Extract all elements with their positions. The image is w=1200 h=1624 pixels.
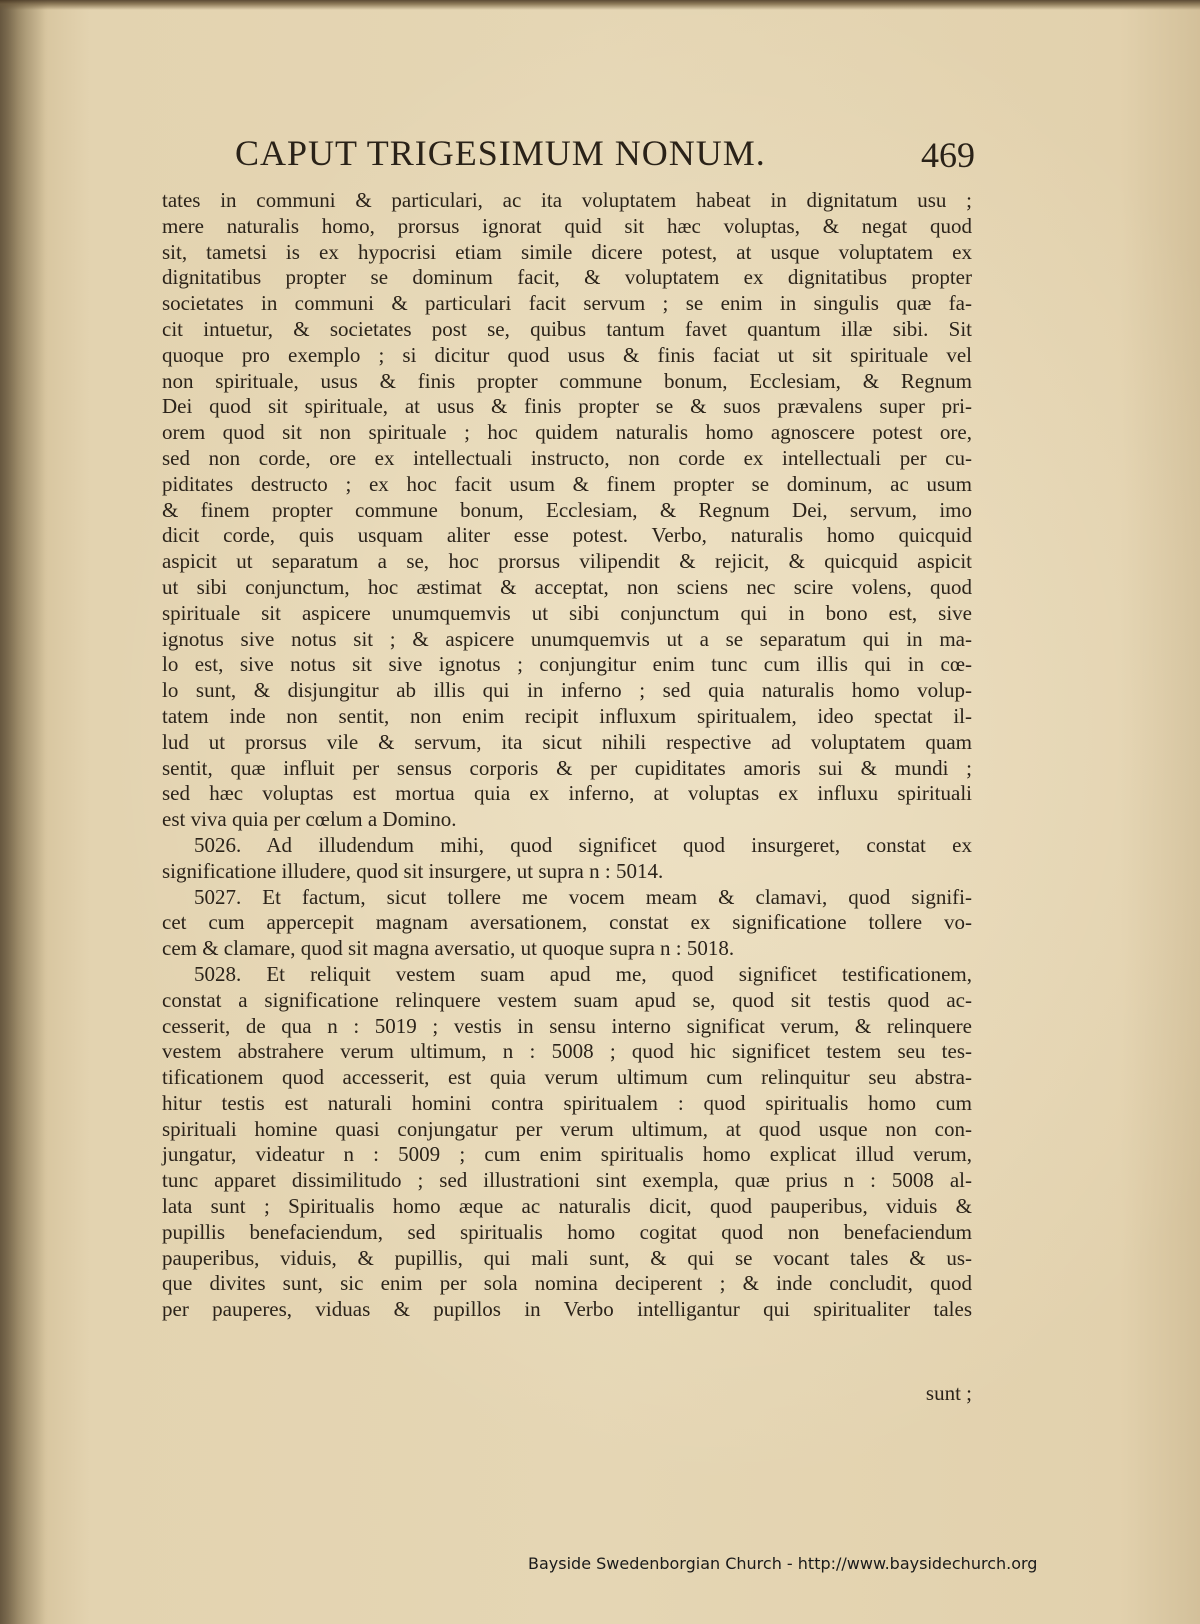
text-line: lata sunt ; Spiritualis homo æque ac naturalis dicit, quod pauperibus, viduis & xyxy=(162,1194,972,1219)
text-line: tatem inde non sentit, non enim recipit influxum spiritualem, ideo spectat il- xyxy=(162,703,972,728)
text-line: tates in communi & particulari, ac ita voluptatem habeat in dignitatum usu ; xyxy=(162,188,972,212)
text-line: sentit, quæ influit per sensus corporis & per cupiditates amoris sui & mundi ; xyxy=(162,755,972,780)
paragraph-5028-start: 5028. Et reliquit vestem suam apud me, quod significet testificationem, xyxy=(194,961,972,986)
text-line: vestem abstrahere verum ultimum, n : 5008 ; quod hic significet testem seu tes- xyxy=(162,1039,972,1064)
text-line: hitur testis est naturali homini contra spiritualem : quod spiritualis homo cum xyxy=(162,1090,972,1115)
catchword: sunt ; xyxy=(925,1381,972,1405)
text-line: aspicit ut separatum a se, hoc prorsus vilipendit & rejicit, & quicquid aspicit xyxy=(162,549,972,574)
body-text xyxy=(162,188,972,1323)
text-line: sed hæc voluptas est mortua quia ex inferno, at voluptas ex influxu spirituali xyxy=(162,781,972,806)
page-top-edge xyxy=(0,0,1200,10)
text-line: lud ut prorsus vile & servum, ita sicut nihili respective ad voluptatem quam xyxy=(162,729,972,754)
paragraph-5027-start: 5027. Et factum, sicut tollere me vocem meam & clamavi, quod signifi- xyxy=(194,884,972,909)
text-line: dicit corde, quis usquam aliter esse potest. Verbo, naturalis homo quicquid xyxy=(162,523,972,548)
text-line: spirituale sit aspicere unumquemvis ut sibi conjunctum qui in bono est, sive xyxy=(162,600,972,625)
text-line: jungatur, videatur n : 5009 ; cum enim spiritualis homo explicat illud verum, xyxy=(162,1142,972,1167)
text-line: quoque pro exemplo ; si dicitur quod usus & finis faciat ut sit spirituale vel xyxy=(162,342,972,367)
text-line: societates in communi & particulari facit servum ; se enim in singulis quæ fa- xyxy=(162,291,972,316)
text-line: cem & clamare, quod sit magna aversatio, ut quoque supra n : 5018. xyxy=(162,936,735,961)
text-line: piditates destructo ; ex hoc facit usum & finem propter se dominum, ac usum xyxy=(162,471,972,496)
text-line: mere naturalis homo, prorsus ignorat quid sit hæc voluptas, & negat quod xyxy=(162,213,972,238)
running-title: CAPUT TRIGESIMUM NONUM. xyxy=(235,133,766,173)
paragraph-5026-start: 5026. Ad illudendum mihi, quod significet quod insurgeret, constat ex xyxy=(194,832,972,857)
text-line: dignitatibus propter se dominum facit, & voluptatem ex dignitatibus propter xyxy=(162,265,972,290)
running-head xyxy=(235,132,975,182)
text-line: pupillis benefaciendum, sed spiritualis homo cogitat quod non benefaciendum xyxy=(162,1219,972,1244)
text-line: lo sunt, & disjungitur ab illis qui in inferno ; sed quia naturalis homo volup- xyxy=(162,678,972,703)
source-watermark: Bayside Swedenborgian Church - http://www.baysidechurch.org xyxy=(528,1554,1038,1573)
text-line: ut sibi conjunctum, hoc æstimat & acceptat, non sciens nec scire volens, quod xyxy=(162,574,972,599)
text-line: significatione illudere, quod sit insurgere, ut supra n : 5014. xyxy=(162,858,664,883)
text-line: que divites sunt, sic enim per sola nomina deciperent ; & inde concludit, quod xyxy=(162,1271,972,1296)
text-line: & finem propter commune bonum, Ecclesiam, & Regnum Dei, servum, imo xyxy=(162,497,972,522)
text-line: orem quod sit non spirituale ; hoc quidem naturalis homo agnoscere potest ore, xyxy=(162,420,972,445)
text-line: cesserit, de qua n : 5019 ; vestis in sensu interno significat verum, & relinquere xyxy=(162,1013,972,1038)
text-line: tunc apparet dissimilitudo ; sed illustrationi sint exempla, quæ prius n : 5008 al- xyxy=(162,1168,972,1193)
text-line: est viva quia per cœlum a Domino. xyxy=(162,807,457,832)
text-line: cet cum appercepit magnam aversationem, constat ex significatione tollere vo- xyxy=(162,910,972,935)
text-line: per pauperes, viduas & pupillos in Verbo intelligantur qui spiritualiter tales xyxy=(162,1297,972,1322)
text-line: sit, tametsi is ex hypocrisi etiam simile dicere potest, at usque voluptatem ex xyxy=(162,239,972,264)
text-line: tificationem quod accesserit, est quia verum ultimum cum relinquitur seu abstra- xyxy=(162,1065,972,1090)
text-line: pauperibus, viduis, & pupillis, qui mali sunt, & qui se vocant tales & us- xyxy=(162,1245,972,1270)
text-line: lo est, sive notus sit sive ignotus ; conjungitur enim tunc cum illis qui in cœ- xyxy=(162,652,972,677)
gutter-shadow xyxy=(0,0,48,1624)
text-line: constat a significatione relinquere vestem suam apud se, quod sit testis quod ac- xyxy=(162,987,972,1012)
text-line: Dei quod sit spirituale, at usus & finis propter se & suos prævalens super pri- xyxy=(162,394,972,419)
text-line: sed non corde, ore ex intellectuali instructo, non corde ex intellectuali per cu- xyxy=(162,445,972,470)
text-line: spirituali homine quasi conjungatur per verum ultimum, at quod usque non con- xyxy=(162,1116,972,1141)
text-line: cit intuetur, & societates post se, quibus tantum favet quantum illæ sibi. Sit xyxy=(162,316,972,341)
page-number: 469 xyxy=(921,135,975,175)
text-line: ignotus sive notus sit ; & aspicere unumquemvis ut a se separatum qui in ma- xyxy=(162,626,972,651)
text-line: non spirituale, usus & finis propter commune bonum, Ecclesiam, & Regnum xyxy=(162,368,972,393)
